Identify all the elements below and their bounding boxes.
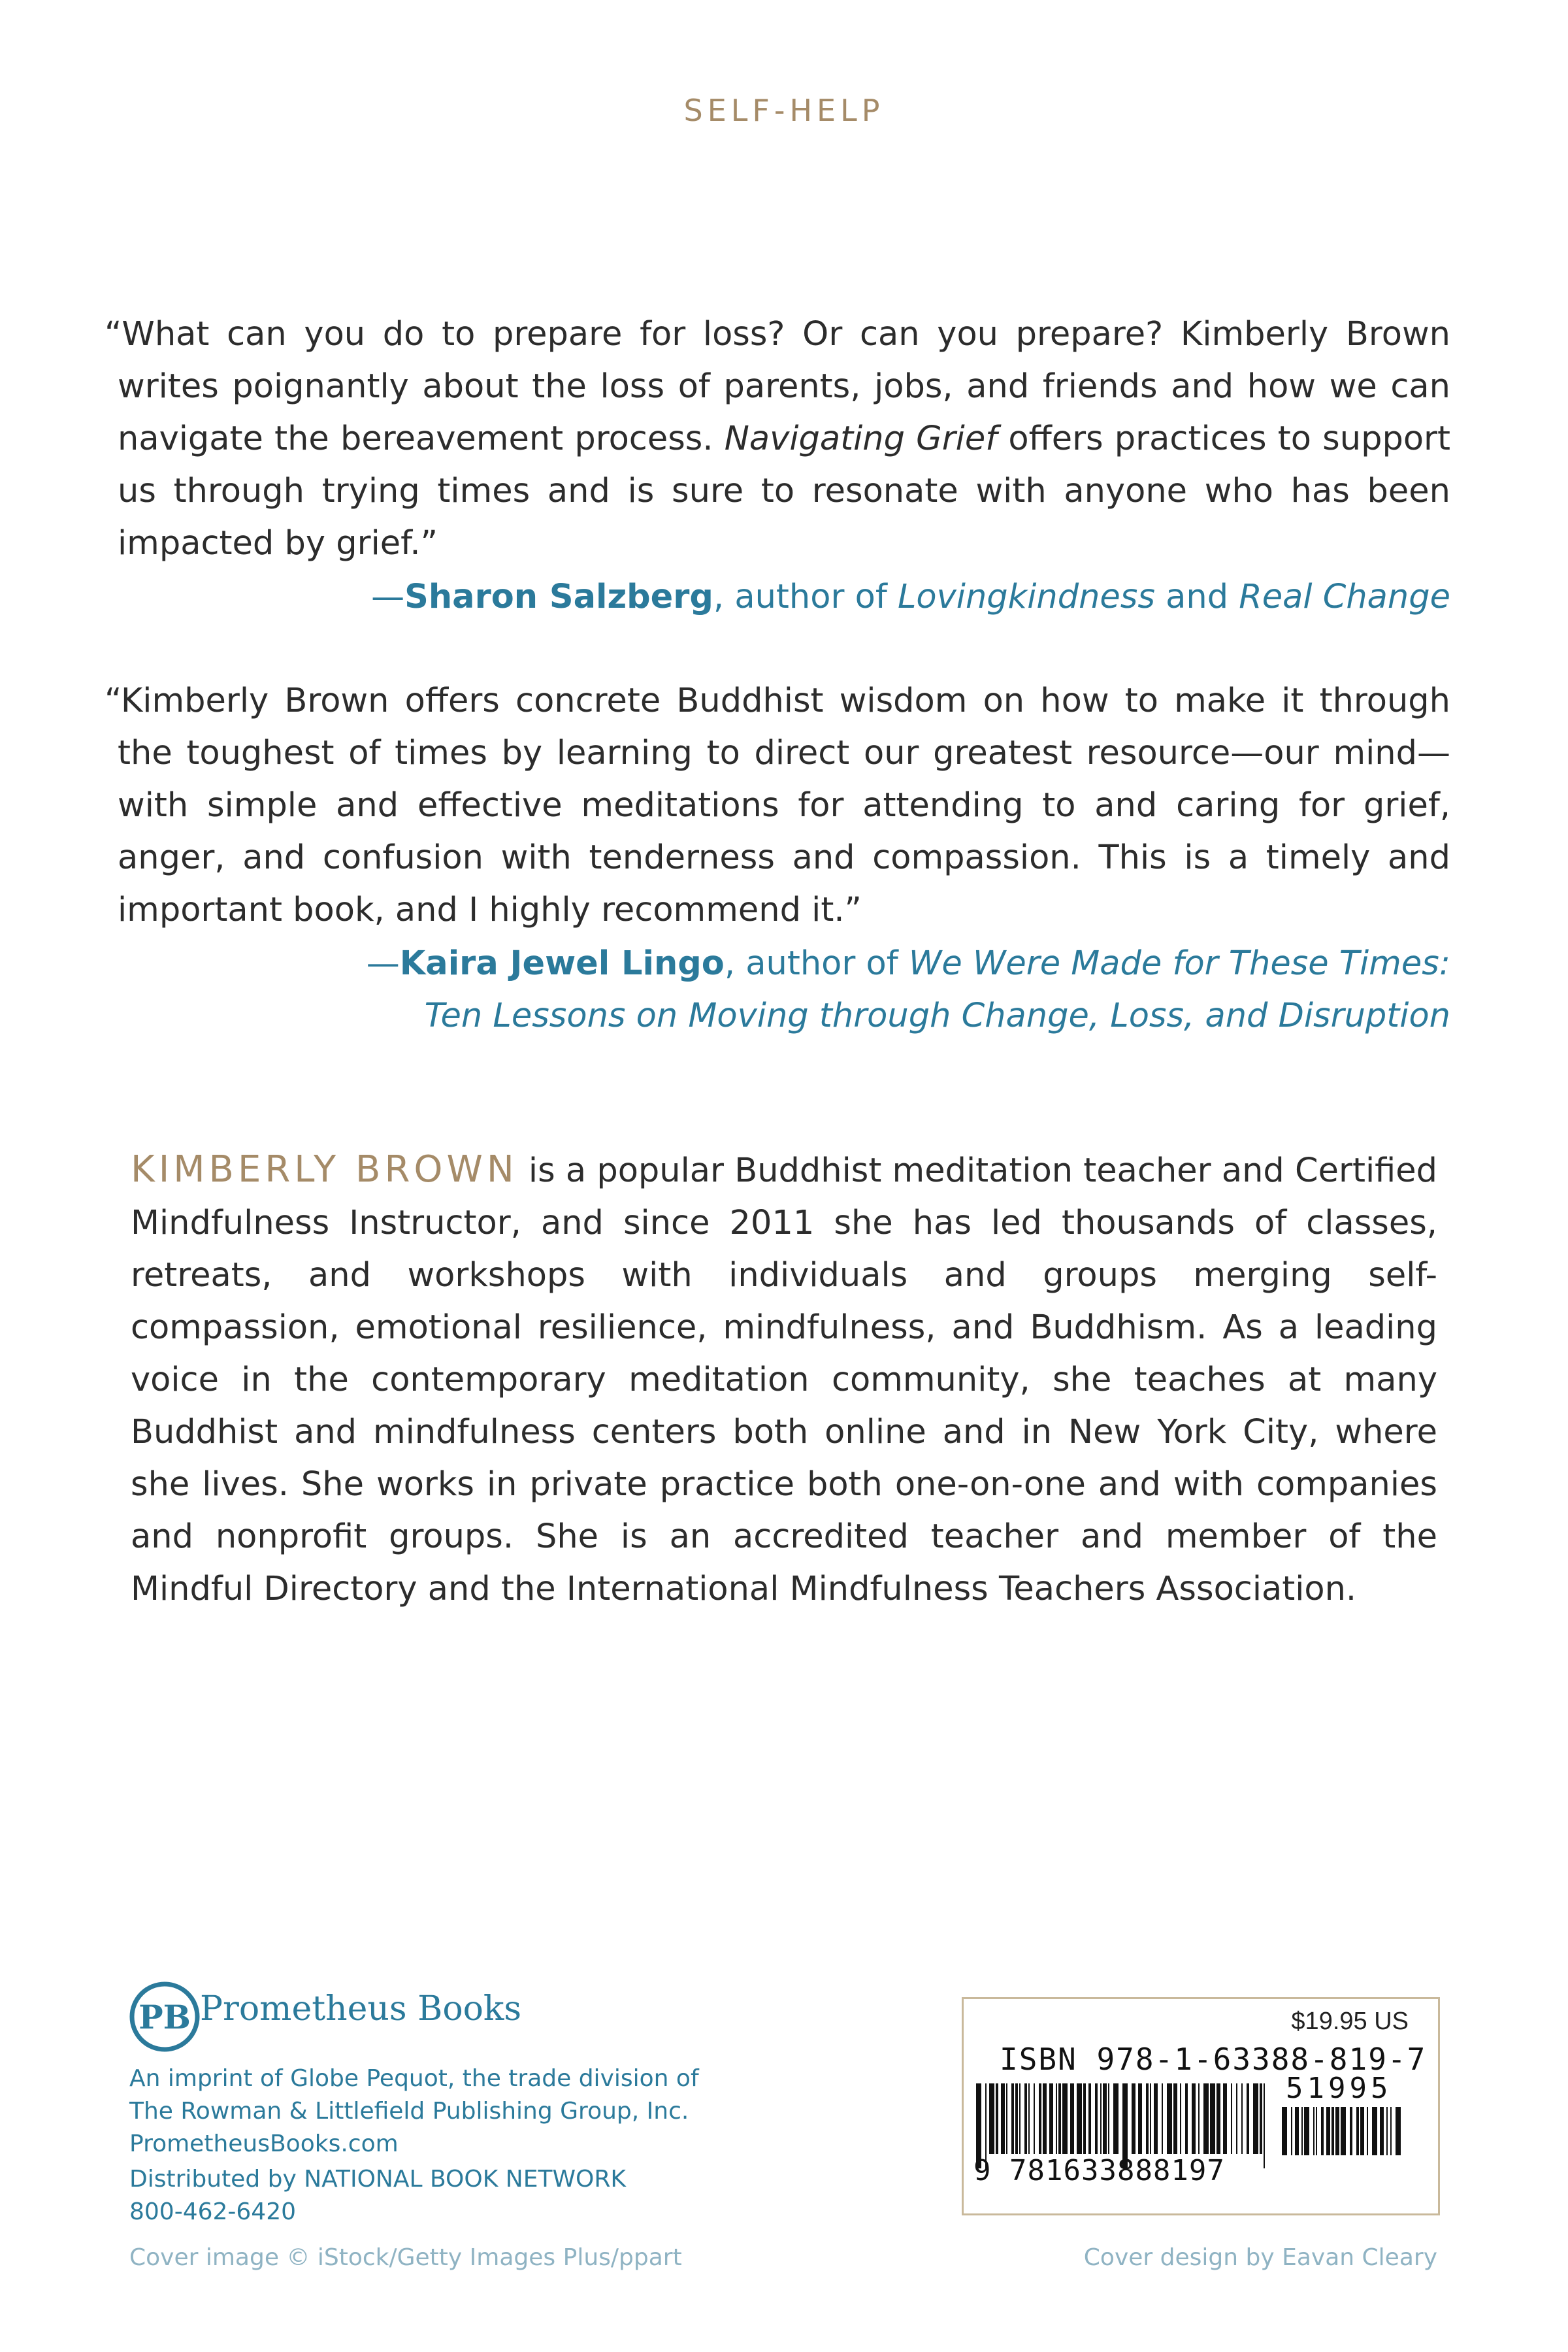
barcode-bar	[1313, 2107, 1315, 2155]
barcode-bar	[1049, 2083, 1053, 2154]
distributor-phone: 800-462-6420	[129, 2198, 297, 2225]
barcode-bar	[1154, 2083, 1158, 2154]
barcode-bar	[1019, 2083, 1021, 2154]
book-title: We Were Made for These Times:	[908, 944, 1450, 983]
barcode-bar	[1316, 2107, 1317, 2155]
isbn-label: ISBN 978-1-63388-819-7	[1000, 2042, 1427, 2077]
barcode-bar	[1236, 2083, 1237, 2154]
cover-image-credit: Cover image © iStock/Getty Images Plus/ppart	[129, 2244, 682, 2271]
barcode-bar	[1203, 2083, 1209, 2154]
barcode-bar	[1264, 2083, 1265, 2168]
barcode-bar	[1034, 2083, 1035, 2154]
distribution-info	[129, 2163, 626, 2228]
publisher-info	[129, 2062, 699, 2161]
ean-group-2: 888197	[1117, 2154, 1225, 2187]
barcode-bar	[1380, 2107, 1384, 2155]
conjunction: and	[1154, 578, 1239, 616]
endorser-name: Kaira Jewel Lingo	[399, 944, 725, 983]
price-label: $19.95 US	[1291, 2008, 1409, 2035]
barcode-bar	[1241, 2083, 1243, 2154]
ean-first-digit: 9	[973, 2154, 992, 2187]
barcode-bar	[1321, 2107, 1324, 2155]
barcode-bar	[1217, 2083, 1220, 2154]
author-of: , author of	[713, 578, 898, 616]
barcode-bar	[1001, 2083, 1005, 2154]
quote-1-text-end: offers practices to support us through trying times and is sure to resonate with anyone who has been impacted by grief.”	[118, 420, 1450, 563]
barcode-bar	[1083, 2083, 1086, 2154]
endorsement-quote-1	[105, 308, 1450, 570]
addon-barcode	[1282, 2107, 1403, 2170]
barcode-bar	[1103, 2083, 1107, 2154]
author-name: KIMBERLY BROWN	[131, 1148, 518, 1191]
publisher-name: Prometheus Books	[200, 1989, 522, 2029]
barcode-addon-digits: 51995	[1286, 2072, 1392, 2105]
barcode-bar	[1028, 2083, 1030, 2154]
endorser-name: Sharon Salzberg	[404, 578, 713, 616]
endorsement-attribution-1	[118, 571, 1450, 623]
barcode-bar	[1396, 2107, 1401, 2155]
ean-group-1: 781633	[1009, 2154, 1117, 2187]
book-title: Lovingkindness	[898, 578, 1155, 616]
book-title: Real Change	[1239, 578, 1450, 616]
barcode-bar	[1039, 2083, 1041, 2154]
author-of: , author of	[724, 944, 909, 983]
barcode-bar	[1372, 2107, 1377, 2155]
category-label: SELF-HELP	[683, 93, 885, 128]
barcode-bar	[1260, 2083, 1262, 2154]
publisher-logo-icon	[128, 1980, 206, 2059]
barcode-bar	[1304, 2107, 1309, 2155]
attribution-dash: —	[371, 578, 405, 616]
barcode-bar	[1088, 2083, 1091, 2154]
barcode-bar	[1223, 2083, 1227, 2154]
publisher-imprint-line: An imprint of Globe Pequot, the trade division of	[129, 2065, 699, 2092]
bio-text: is a popular Buddhist meditation teacher and Certified Mindfulness Instructor, and since 2011 she has led thousands of classes, retreats, and workshops with individuals and groups merging self-compassion, emotional resilience, mindfulness, and Buddhism. As a leading voice in the contemporary meditation community, she teaches at many Buddhist and mindfulness centers both online and in New York City, where she lives. She works in private practice both one-on-one and with companies and nonprofit groups. She is an accredited teacher and member of the Mindful Directory and the International Mindfulness Teachers Association.	[131, 1151, 1438, 1608]
barcode-bar	[1390, 2107, 1392, 2155]
barcode-bar	[1356, 2107, 1359, 2155]
endorsement-quote-2	[105, 675, 1450, 936]
barcode-bar	[1150, 2083, 1151, 2154]
barcode-bar	[1095, 2083, 1098, 2154]
barcode-bar	[1210, 2083, 1215, 2154]
barcode-bar	[1024, 2083, 1027, 2154]
barcode-bar	[1100, 2083, 1102, 2154]
barcode-bar	[1180, 2083, 1181, 2154]
barcode-bar	[1367, 2107, 1368, 2155]
barcode-bar	[1341, 2107, 1346, 2155]
barcode-bar	[1167, 2083, 1172, 2154]
distributor-line: Distributed by NATIONAL BOOK NETWORK	[129, 2166, 626, 2193]
barcode-bar	[996, 2083, 998, 2154]
barcode-bar	[1138, 2083, 1142, 2154]
barcode-bar	[1185, 2083, 1188, 2154]
barcode-bar	[1077, 2083, 1082, 2154]
author-bio	[131, 1144, 1437, 1615]
barcode-bar	[1058, 2083, 1061, 2154]
barcode-bar	[1162, 2083, 1163, 2154]
barcode-bar	[1070, 2083, 1074, 2154]
barcode-bar	[1386, 2107, 1388, 2155]
barcode-bar	[1282, 2107, 1287, 2155]
barcode-bar	[1132, 2083, 1135, 2154]
barcode-bar	[989, 2083, 994, 2154]
book-subtitle: Ten Lessons on Moving through Change, Loss, and Disruption	[424, 997, 1450, 1035]
quote-1-title: Navigating Grief	[724, 420, 998, 458]
barcode-bar	[1043, 2083, 1047, 2154]
barcode-bar	[1253, 2083, 1258, 2154]
ean-digits	[973, 2154, 1225, 2187]
barcode-bar	[1146, 2083, 1149, 2154]
publisher-group-line: The Rowman & Littlefield Publishing Group, Inc.	[129, 2098, 689, 2125]
barcode-bar	[1247, 2083, 1249, 2154]
barcode-bar	[1006, 2083, 1007, 2154]
cover-design-credit: Cover design by Eavan Cleary	[1083, 2244, 1437, 2271]
barcode-bar	[1015, 2083, 1018, 2154]
barcode-bar	[1295, 2107, 1299, 2155]
barcode-bar	[1062, 2083, 1068, 2154]
barcode-bar	[1360, 2107, 1364, 2155]
barcode-bar	[1326, 2107, 1330, 2155]
barcode-bar	[1011, 2083, 1014, 2154]
barcode-bar	[1331, 2107, 1334, 2155]
quote-1-text: “What can you do to prepare for loss? Or can you prepare? Kimberly Brown writes poignantly about the loss of parents, jobs, and friends and how we can navigate the bereavement process.	[105, 315, 1450, 458]
barcode-bar	[1108, 2083, 1109, 2154]
barcode-bar	[1301, 2107, 1303, 2155]
quote-2-text: “Kimberly Brown offers concrete Buddhist wisdom on how to make it through the toughest of times by learning to direct our greatest resource—our mind—with simple and effective meditations for attending to and caring for grief, anger, and confusion with tenderness and compassion. This is a timely and important book, and I highly recommend it.”	[105, 682, 1450, 929]
endorsement-attribution-2	[118, 938, 1450, 1042]
barcode-bar	[1291, 2107, 1292, 2155]
barcode-bar	[1113, 2083, 1119, 2154]
publisher-logo-letters: PB	[139, 1998, 191, 2036]
attribution-dash: —	[366, 944, 400, 983]
barcode-bar	[1350, 2107, 1352, 2155]
barcode-bar	[1335, 2107, 1339, 2155]
barcode-bar	[1192, 2083, 1196, 2154]
barcode-bar	[1231, 2083, 1232, 2154]
barcode-bar	[1198, 2083, 1200, 2154]
publisher-website: PrometheusBooks.com	[129, 2130, 399, 2157]
barcode-bar	[1173, 2083, 1177, 2154]
barcode-bar	[1056, 2083, 1057, 2154]
